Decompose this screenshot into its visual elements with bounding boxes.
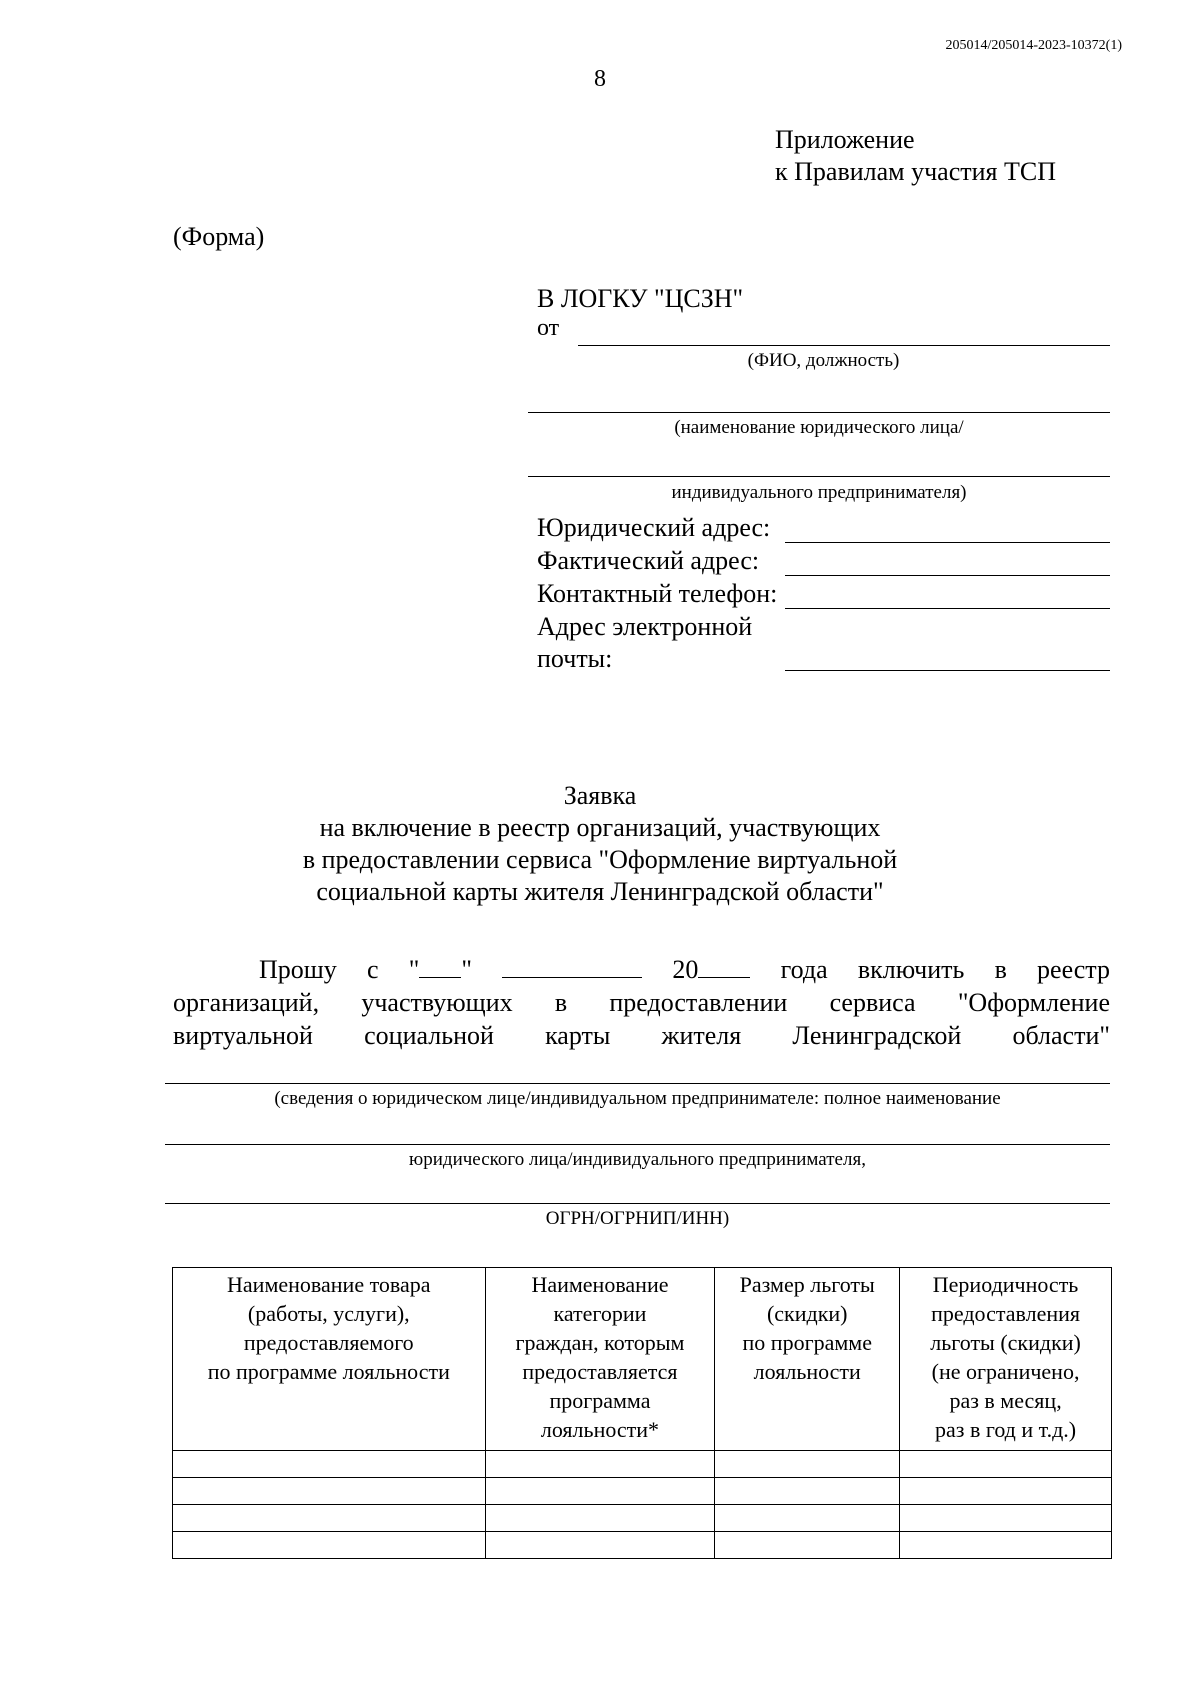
phone-line[interactable] [785, 608, 1110, 609]
actual-address-label: Фактический адрес: [537, 546, 760, 575]
table-cell[interactable] [173, 1478, 486, 1505]
org-info-line-1[interactable] [165, 1083, 1110, 1084]
table-row [173, 1451, 1112, 1478]
loyalty-program-table [172, 1267, 1112, 1559]
table-cell[interactable] [485, 1478, 715, 1505]
page-number: 8 [594, 66, 606, 92]
month-blank[interactable] [502, 955, 642, 978]
entrepreneur-line[interactable] [528, 476, 1110, 477]
org-info-line-2[interactable] [165, 1144, 1110, 1145]
header-discount-size: Размер льготы (скидки) по программе лояльности [715, 1268, 900, 1451]
from-label: от [537, 315, 560, 341]
fio-caption: (ФИО, должность) [747, 350, 900, 371]
table-header-row [173, 1268, 1112, 1451]
title-line-4: социальной карты жителя Ленинградской области" [316, 877, 884, 906]
table-row [173, 1532, 1112, 1559]
request-suffix: года включить в реестр [780, 955, 1110, 984]
org-info-caption-1: (сведения о юридическом лице/индивидуальном предпринимателе: полное наименование [274, 1088, 1001, 1109]
appendix-subtitle: к Правилам участия ТСП [775, 157, 1056, 186]
header-category: Наименование категории граждан, которым предоставляется программа лояльности* [485, 1268, 715, 1451]
request-line-2: организаций, участвующих в предоставлении сервиса "Оформление [173, 988, 1110, 1017]
table-cell[interactable] [173, 1505, 486, 1532]
fio-line[interactable] [578, 345, 1110, 346]
table-cell[interactable] [173, 1532, 486, 1559]
table-row [173, 1478, 1112, 1505]
title-line-2: на включение в реестр организаций, участвующих [319, 813, 881, 842]
year-blank[interactable] [698, 955, 750, 978]
table-cell[interactable] [715, 1451, 900, 1478]
addressee-line: В ЛОГКУ "ЦСЗН" [537, 284, 744, 313]
table-cell[interactable] [173, 1451, 486, 1478]
day-blank[interactable] [419, 955, 461, 978]
entity-line[interactable] [528, 412, 1110, 413]
appendix-block [775, 124, 1056, 188]
request-line-3: виртуальной социальной карты жителя Ленинградской области" [173, 1021, 1110, 1050]
table-cell[interactable] [900, 1532, 1112, 1559]
table-cell[interactable] [900, 1478, 1112, 1505]
entity-caption: (наименование юридического лица/ [674, 417, 964, 438]
table-cell[interactable] [715, 1532, 900, 1559]
email-line[interactable] [785, 670, 1110, 671]
org-info-line-3[interactable] [165, 1203, 1110, 1204]
actual-address-line[interactable] [785, 575, 1110, 576]
table-cell[interactable] [900, 1505, 1112, 1532]
document-id: 205014/205014-2023-10372(1) [945, 38, 1122, 53]
request-paragraph [173, 953, 1110, 1052]
legal-address-line[interactable] [785, 542, 1110, 543]
email-label [537, 611, 752, 675]
title-line-1: Заявка [563, 781, 637, 810]
table-cell[interactable] [485, 1532, 715, 1559]
header-periodicity: Периодичность предоставления льготы (скидки) (не ограничено, раз в месяц, раз в год и т.д.) [900, 1268, 1112, 1451]
entrepreneur-caption: индивидуального предпринимателя) [671, 482, 967, 503]
table-row [173, 1505, 1112, 1532]
org-info-caption-2: юридического лица/индивидуального предпринимателя, [409, 1149, 866, 1170]
request-line-1 [173, 953, 1110, 986]
table-cell[interactable] [715, 1478, 900, 1505]
application-title [0, 780, 1200, 908]
year-prefix: 20 [672, 955, 699, 984]
email-label-line2: почты: [537, 644, 613, 673]
table-cell[interactable] [715, 1505, 900, 1532]
request-quote: " [461, 955, 472, 984]
phone-label: Контактный телефон: [537, 579, 778, 608]
request-prefix: Прошу с " [259, 955, 420, 984]
org-info-caption-3: ОГРН/ОГРНИП/ИНН) [545, 1208, 730, 1229]
table-cell[interactable] [485, 1451, 715, 1478]
legal-address-label: Юридический адрес: [537, 513, 771, 542]
email-label-line1: Адрес электронной [537, 612, 753, 641]
table-cell[interactable] [485, 1505, 715, 1532]
title-line-3: в предоставлении сервиса "Оформление виртуальной [302, 845, 898, 874]
form-label: (Форма) [173, 222, 265, 251]
appendix-title: Приложение [775, 125, 915, 154]
header-product: Наименование товара (работы, услуги), предоставляемого по программе лояльности [173, 1268, 486, 1451]
table-cell[interactable] [900, 1451, 1112, 1478]
